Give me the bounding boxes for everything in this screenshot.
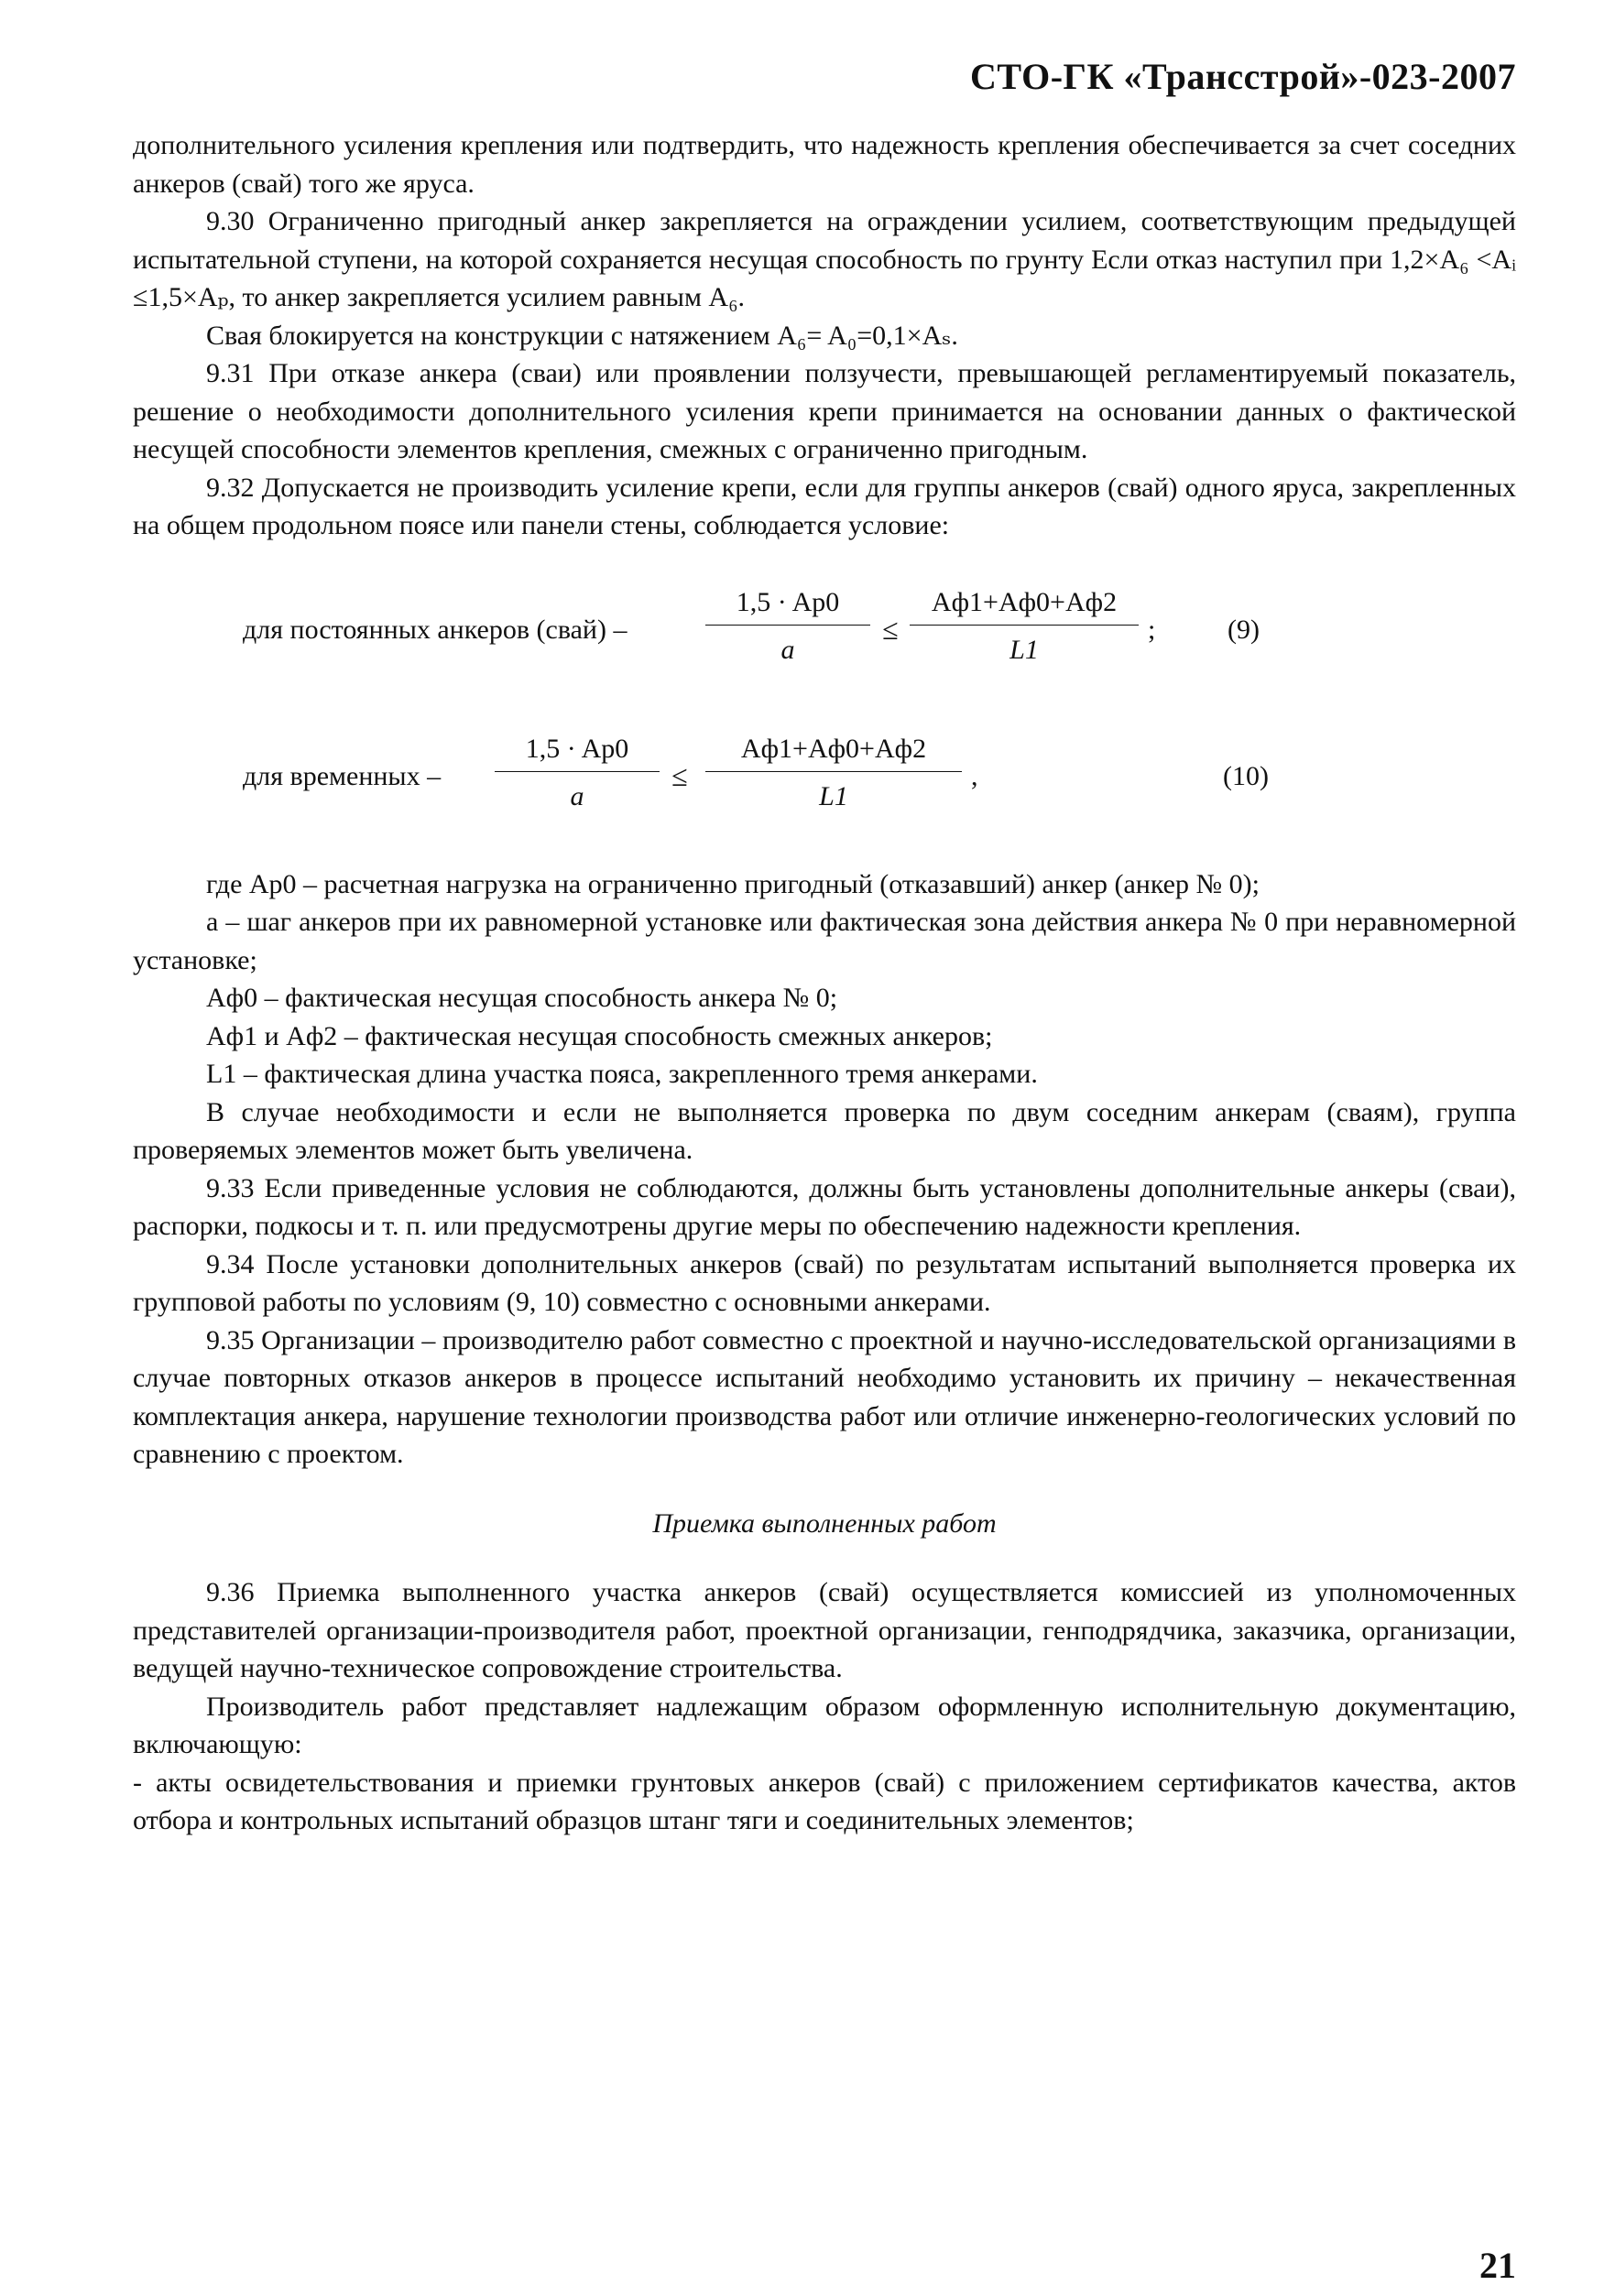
formula-10-lhs-fraction (495, 730, 660, 816)
paragraph-9-30: 9.30 Ограниченно пригодный анкер закрепляется на ограждении усилием, соответствующим предыдущей испытательной ступени, на которой сохраняется несущая способность по грунту Если отказ наступил при 1,2×A₆ <Aᵢ ≤1,5×Aₚ, то анкер закрепляется усилием равным A₆. (133, 206, 1516, 312)
formula-9-number: (9) (1228, 614, 1260, 645)
paragraph-9-33: 9.33 Если приведенные условия не соблюдаются, должны быть установлены дополнительные анкеры (сваи), распорки, подкосы и т. п. или предусмотрены другие меры по обеспечению надежности крепления. (133, 1172, 1516, 1241)
formula-9-terminator: ; (1148, 614, 1156, 645)
paragraph-9-30-pile: Свая блокируется на конструкции с натяжением A₆= A₀=0,1×Aₛ. (206, 320, 958, 351)
definition-ap0: где Aр0 – расчетная нагрузка на ограниченно пригодный (отказавший) анкер (анкер № 0); (206, 868, 1260, 899)
formula-10-rhs-fraction (705, 730, 962, 816)
formula-9-prefix: для постоянных анкеров (свай) – (243, 614, 627, 645)
definition-af0: Aф0 – фактическая несущая способность анкера № 0; (206, 983, 838, 1013)
section-title: Приемка выполненных работ (652, 1507, 997, 1539)
formula-9-lhs-numerator: 1,5 · Aр0 (705, 583, 870, 626)
formula-9 (133, 563, 1516, 701)
formula-9-rhs-fraction (910, 583, 1139, 669)
formula-10-lhs-numerator: 1,5 · Aр0 (495, 730, 660, 773)
definition-a: a – шаг анкеров при их равномерной установке или фактическая зона действия анкера № 0 при неравномерной установке; (133, 907, 1516, 975)
formula-10-rhs-numerator: Aф1+Aф0+Aф2 (705, 730, 962, 773)
paragraph-documentation: Производитель работ представляет надлежащим образом оформленную исполнительную документацию, включающую: (133, 1691, 1516, 1759)
paragraph-9-34: 9.34 После установки дополнительных анкеров (свай) по результатам испытаний выполняется проверка их групповой работы по условиям (9, 10) совместно с основными анкерами. (133, 1248, 1516, 1317)
paragraph-9-32: 9.32 Допускается не производить усиление крепи, если для группы анкеров (свай) одного яруса, закрепленных на общем продольном поясе или панели стены, соблюдается условие: (133, 472, 1516, 540)
formula-10-terminator: , (971, 760, 978, 791)
document-code-header: СТО-ГК «Трансстрой»-023-2007 (970, 56, 1516, 97)
formula-9-rhs-numerator: Aф1+Aф0+Aф2 (910, 583, 1139, 626)
paragraph-continuation: дополнительного усиления крепления или подтвердить, что надежность крепления обеспечивается за счет соседних анкеров (свай) того же яруса. (133, 130, 1516, 199)
paragraph-group-extension: В случае необходимости и если не выполняется проверка по двум соседним анкерам (сваям), группа проверяемых элементов может быть увеличена. (133, 1096, 1516, 1165)
formula-10 (133, 710, 1516, 847)
formula-10-relation: ≤ (671, 758, 688, 792)
paragraph-9-35: 9.35 Организации – производителю работ совместно с проектной и научно-исследовательской организациями в случае повторных отказов анкеров в процессе испытаний необходимо установить их причину – некачественная комплектация анкера, нарушение технологии производства работ или отличие инженерно-геологических условий по сравнению с проектом. (133, 1324, 1516, 1469)
formula-10-rhs-denominator: L1 (819, 781, 848, 811)
formula-9-relation: ≤ (882, 612, 899, 646)
paragraph-9-31: 9.31 При отказе анкера (сваи) или проявлении ползучести, превышающей регламентируемый показатель, решение о необходимости дополнительного усиления крепи принимается на основании данных о фактической несущей способности элементов крепления, смежных с ограниченно пригодным. (133, 358, 1516, 464)
definition-af1-af2: Aф1 и Aф2 – фактическая несущая способность смежных анкеров; (206, 1020, 993, 1051)
formula-10-number: (10) (1223, 760, 1269, 791)
formula-10-prefix: для временных – (243, 760, 442, 791)
body-text (133, 126, 1516, 1840)
definition-l1: L1 – фактическая длина участка пояса, закрепленного тремя анкерами. (206, 1059, 1038, 1089)
paragraph-9-36: 9.36 Приемка выполненного участка анкеров (свай) осуществляется комиссией из уполномоченных представителей организации-производителя работ, проектной организации, генподрядчика, заказчика, организации, ведущей научно-техническое сопровождение строительства. (133, 1577, 1516, 1683)
formula-10-lhs-denominator: a (570, 781, 584, 811)
bullet-acts: - акты освидетельствования и приемки грунтовых анкеров (свай) с приложением сертификатов качества, актов отбора и контрольных испытаний образцов штанг тяги и соединительных элементов; (133, 1767, 1516, 1835)
formula-9-lhs-fraction (705, 583, 870, 669)
page-number: 21 (1479, 2245, 1516, 2286)
formula-9-rhs-denominator: L1 (1009, 635, 1039, 665)
formula-9-lhs-denominator: a (780, 635, 795, 665)
